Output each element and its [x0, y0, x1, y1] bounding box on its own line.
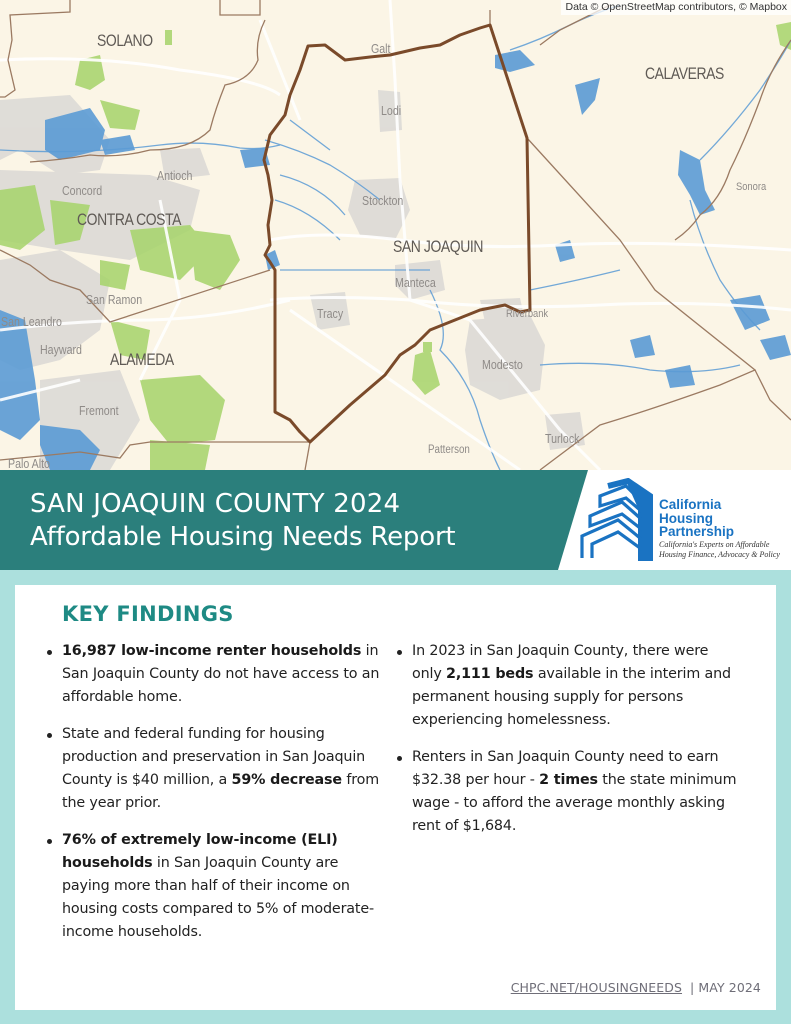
city-label-manteca: Manteca: [395, 276, 436, 290]
org-tagline-line1: California's Experts on Affordable: [659, 539, 770, 549]
city-label-san-leandro: San Leandro: [1, 315, 62, 329]
county-label-alameda: ALAMEDA: [110, 350, 174, 369]
finding-item: [47, 640, 382, 709]
city-label-patterson: Patterson: [428, 444, 470, 456]
finding-item: [397, 746, 737, 838]
org-name-line3: Partnership: [659, 524, 735, 539]
org-name-line2: Housing: [659, 510, 713, 526]
report-footer: [511, 980, 761, 995]
city-label-palo-alto: Palo Alto: [8, 457, 50, 470]
county-label-calaveras: CALAVERAS: [645, 64, 724, 83]
county-label-solano: SOLANO: [97, 31, 153, 50]
finding-highlight: 2 times: [539, 772, 598, 788]
city-label-turlock: Turlock: [545, 432, 580, 446]
county-label-san-joaquin: SAN JOAQUIN: [393, 237, 483, 256]
finding-text: In 2023 in San Joaquin County, there were only: [412, 643, 709, 682]
finding-text: State and federal funding for housing production and preservation in San Joaquin County is $40 million, a: [62, 726, 366, 788]
city-label-concord: Concord: [62, 184, 103, 198]
finding-text: in San Joaquin County are paying more than half of their income on housing costs compared to 5% of moderate-income households.: [62, 855, 375, 940]
finding-text: in San Joaquin County do not have access to an affordable home.: [62, 643, 380, 705]
finding-highlight: 76% of extremely low-income (ELI) households: [62, 832, 338, 871]
key-findings-card: [15, 585, 776, 1010]
finding-highlight: 2,111 beds: [446, 666, 534, 682]
findings-list-right: [397, 640, 737, 852]
city-label-san-ramon: San Ramon: [86, 293, 143, 307]
finding-text: from the year prior.: [62, 772, 380, 811]
org-name-line1: California: [659, 497, 722, 512]
county-map: [0, 0, 791, 470]
city-label-antioch: Antioch: [157, 169, 193, 183]
city-label-hayward: Hayward: [40, 343, 82, 357]
organization-logo: [659, 498, 780, 559]
building-chevron-logo-icon: [578, 478, 656, 562]
city-label-modesto: Modesto: [482, 358, 523, 372]
report-title-county: SAN JOAQUIN COUNTY 2024: [30, 489, 401, 519]
report-title: [30, 488, 455, 554]
report-title-subtitle: Affordable Housing Needs Report: [30, 522, 456, 552]
city-label-tracy: Tracy: [317, 307, 344, 321]
finding-highlight: 59% decrease: [231, 772, 342, 788]
county-label-contra-costa: CONTRA COSTA: [77, 210, 182, 229]
finding-item: [397, 640, 737, 732]
city-label-riverbank: Riverbank: [506, 308, 549, 320]
city-label-galt: Galt: [371, 42, 391, 56]
finding-text: Renters in San Joaquin County need to earn $32.38 per hour -: [412, 749, 719, 788]
map-attribution: Data © OpenStreetMap contributors, © Mapbox: [561, 0, 791, 15]
city-label-sonora: Sonora: [736, 181, 767, 193]
finding-highlight: 16,987 low-income renter households: [62, 643, 362, 659]
key-findings-heading: KEY FINDINGS: [62, 602, 234, 626]
finding-text: the state minimum wage - to afford the average monthly asking rent of $1,684.: [412, 772, 737, 834]
city-label-stockton: Stockton: [362, 194, 404, 208]
city-label-fremont: Fremont: [79, 404, 119, 418]
housing-needs-link[interactable]: CHPC.NET/HOUSINGNEEDS: [510, 980, 683, 995]
finding-text: available in the interim and permanent housing supply for persons experiencing homelessness.: [412, 666, 731, 728]
report-date: | MAY 2024: [690, 980, 761, 995]
city-label-lodi: Lodi: [381, 104, 402, 118]
org-tagline-line2: Housing Finance, Advocacy & Policy: [659, 549, 780, 559]
finding-item: [47, 723, 382, 815]
findings-list-left: [47, 640, 382, 958]
finding-item: [47, 829, 382, 944]
